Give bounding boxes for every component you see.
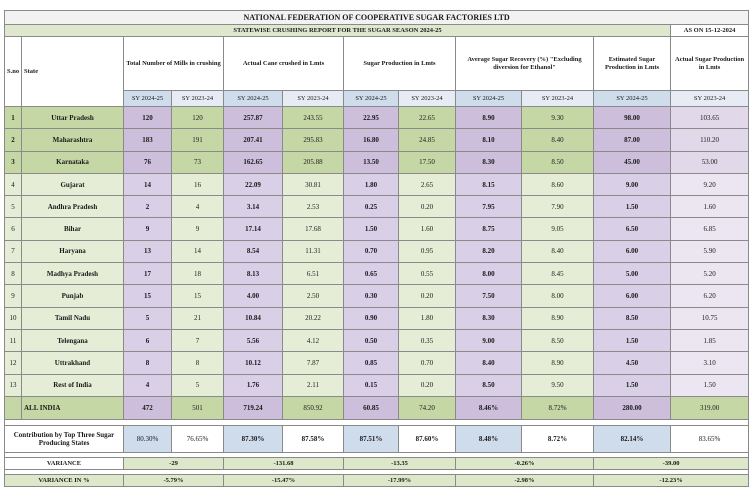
cell-cane-2324: 17.68: [283, 218, 344, 240]
subheader-actual-2324: SY 2023-24: [671, 91, 749, 107]
cell-actual: 6.20: [671, 285, 749, 307]
subheader-sugar-2425: SY 2024-25: [344, 91, 399, 107]
cell-cane-2324: 11.31: [283, 240, 344, 262]
total-sno: [5, 396, 22, 419]
cell-state: Uttrakhand: [22, 352, 124, 374]
cell-cane-2324: 243.55: [283, 107, 344, 129]
cell-actual: 103.65: [671, 107, 749, 129]
header-estimated: Estimated Sugar Production in Lmts: [594, 37, 671, 91]
contribution-row: [5, 425, 749, 452]
table-row: [5, 196, 749, 218]
cell-state: Tamil Nadu: [22, 307, 124, 329]
cell-mills-2425: 4: [124, 374, 172, 396]
cell-mills-2324: 120: [172, 107, 224, 129]
total-sugar-2425: 60.85: [344, 396, 399, 419]
cell-state: Andhra Pradesh: [22, 196, 124, 218]
cell-mills-2425: 14: [124, 173, 172, 195]
cell-estimated: 6.00: [594, 285, 671, 307]
subheader-cane-2324: SY 2023-24: [283, 91, 344, 107]
cell-cane-2425: 10.12: [224, 352, 283, 374]
table-row: [5, 263, 749, 285]
cell-actual: 1.50: [671, 374, 749, 396]
table-row: [5, 374, 749, 396]
cell-recovery-2324: 7.90: [522, 196, 594, 218]
cell-recovery-2425: 8.40: [456, 352, 522, 374]
cell-mills-2324: 18: [172, 263, 224, 285]
total-cane-2324: 850.92: [283, 396, 344, 419]
cell-sugar-2324: 0.35: [399, 329, 456, 351]
cell-recovery-2324: 8.50: [522, 329, 594, 351]
subheader-mills-2324: SY 2023-24: [172, 91, 224, 107]
cell-sno: 11: [5, 329, 22, 351]
variance-percent-recovery: -2.98%: [456, 474, 594, 486]
header-mills: Total Number of Mills in crushing: [124, 37, 224, 91]
as-on-date: AS ON 15-12-2024: [671, 25, 749, 37]
cell-sugar-2425: 0.90: [344, 307, 399, 329]
cell-recovery-2425: 8.50: [456, 374, 522, 396]
cell-sugar-2425: 1.80: [344, 173, 399, 195]
cell-sugar-2425: 0.85: [344, 352, 399, 374]
cell-recovery-2425: 8.15: [456, 173, 522, 195]
subheader-cane-2425: SY 2024-25: [224, 91, 283, 107]
subheader-est-2425: SY 2024-25: [594, 91, 671, 107]
subheader-mills-2425: SY 2024-25: [124, 91, 172, 107]
cell-recovery-2324: 9.50: [522, 374, 594, 396]
cell-cane-2425: 8.13: [224, 263, 283, 285]
cell-actual: 6.85: [671, 218, 749, 240]
cell-mills-2425: 5: [124, 307, 172, 329]
variance-percent-mills: -5.79%: [124, 474, 224, 486]
cell-mills-2425: 17: [124, 263, 172, 285]
cell-sno: 5: [5, 196, 22, 218]
cell-estimated: 98.00: [594, 107, 671, 129]
table-row: [5, 307, 749, 329]
variance-mills: -29: [124, 457, 224, 469]
cell-mills-2324: 73: [172, 151, 224, 173]
cell-sugar-2425: 16.80: [344, 129, 399, 151]
total-mills-2425: 472: [124, 396, 172, 419]
cell-recovery-2425: 7.50: [456, 285, 522, 307]
cell-sugar-2425: 22.95: [344, 107, 399, 129]
cell-estimated: 45.00: [594, 151, 671, 173]
cell-mills-2425: 76: [124, 151, 172, 173]
cell-recovery-2425: 8.30: [456, 151, 522, 173]
total-row: [5, 396, 749, 419]
cell-sno: 3: [5, 151, 22, 173]
cell-estimated: 8.50: [594, 307, 671, 329]
cell-state: Karnataka: [22, 151, 124, 173]
variance-percent-cane: -15.47%: [224, 474, 344, 486]
cell-state: Rest of India: [22, 374, 124, 396]
cell-state: Madhya Pradesh: [22, 263, 124, 285]
cell-cane-2324: 205.88: [283, 151, 344, 173]
cell-cane-2425: 1.76: [224, 374, 283, 396]
table-row: [5, 173, 749, 195]
cell-estimated: 6.00: [594, 240, 671, 262]
cell-actual: 3.10: [671, 352, 749, 374]
table-row: [5, 240, 749, 262]
cell-sugar-2425: 13.50: [344, 151, 399, 173]
cell-cane-2324: 20.22: [283, 307, 344, 329]
contribution-cane-2324: 87.58%: [283, 425, 344, 452]
cell-cane-2324: 2.53: [283, 196, 344, 218]
table-row: [5, 285, 749, 307]
variance-sugar: -13.35: [344, 457, 456, 469]
cell-cane-2425: 5.56: [224, 329, 283, 351]
total-sugar-2324: 74.20: [399, 396, 456, 419]
cell-recovery-2425: 8.20: [456, 240, 522, 262]
table-row: [5, 129, 749, 151]
cell-sugar-2324: 17.50: [399, 151, 456, 173]
cell-mills-2324: 8: [172, 352, 224, 374]
cell-sugar-2425: 0.15: [344, 374, 399, 396]
cell-recovery-2324: 8.40: [522, 240, 594, 262]
cell-state: Gujarat: [22, 173, 124, 195]
total-estimated: 280.00: [594, 396, 671, 419]
cell-cane-2324: 2.11: [283, 374, 344, 396]
cell-sno: 1: [5, 107, 22, 129]
column-headers: [5, 37, 749, 91]
cell-mills-2324: 14: [172, 240, 224, 262]
cell-sugar-2425: 1.50: [344, 218, 399, 240]
table-row: [5, 107, 749, 129]
cell-recovery-2324: 8.40: [522, 129, 594, 151]
cell-estimated: 5.00: [594, 263, 671, 285]
cell-sugar-2324: 0.55: [399, 263, 456, 285]
contribution-sugar-2324: 87.60%: [399, 425, 456, 452]
cell-cane-2425: 10.84: [224, 307, 283, 329]
report-title: NATIONAL FEDERATION OF COOPERATIVE SUGAR FACTORIES LTD: [5, 11, 749, 25]
crushing-report-table: [4, 10, 749, 487]
cell-actual: 9.20: [671, 173, 749, 195]
cell-recovery-2324: 8.45: [522, 263, 594, 285]
cell-cane-2324: 2.50: [283, 285, 344, 307]
cell-recovery-2324: 9.05: [522, 218, 594, 240]
cell-recovery-2324: 8.90: [522, 307, 594, 329]
cell-sugar-2324: 0.20: [399, 374, 456, 396]
cell-state: Bihar: [22, 218, 124, 240]
variance-percent-production: -12.23%: [594, 474, 749, 486]
contribution-mills-2324: 76.65%: [172, 425, 224, 452]
cell-estimated: 1.50: [594, 374, 671, 396]
variance-cane: -131.68: [224, 457, 344, 469]
total-label: ALL INDIA: [22, 396, 124, 419]
cell-sno: 6: [5, 218, 22, 240]
cell-sugar-2324: 1.60: [399, 218, 456, 240]
subheader-recovery-2425: SY 2024-25: [456, 91, 522, 107]
cell-recovery-2324: 8.90: [522, 352, 594, 374]
cell-cane-2425: 207.41: [224, 129, 283, 151]
cell-recovery-2425: 8.00: [456, 263, 522, 285]
cell-actual: 5.20: [671, 263, 749, 285]
cell-sugar-2324: 22.65: [399, 107, 456, 129]
cell-recovery-2425: 8.75: [456, 218, 522, 240]
cell-cane-2425: 3.14: [224, 196, 283, 218]
cell-cane-2425: 8.54: [224, 240, 283, 262]
cell-recovery-2425: 9.00: [456, 329, 522, 351]
total-cane-2425: 719.24: [224, 396, 283, 419]
variance-production: -39.00: [594, 457, 749, 469]
cell-sugar-2324: 0.95: [399, 240, 456, 262]
cell-state: Maharashtra: [22, 129, 124, 151]
cell-mills-2324: 15: [172, 285, 224, 307]
cell-actual: 53.00: [671, 151, 749, 173]
cell-sugar-2425: 0.70: [344, 240, 399, 262]
cell-sugar-2324: 0.20: [399, 285, 456, 307]
subheader-sugar-2324: SY 2023-24: [399, 91, 456, 107]
total-recovery-2324: 8.72%: [522, 396, 594, 419]
cell-recovery-2324: 8.00: [522, 285, 594, 307]
variance-recovery: -0.26%: [456, 457, 594, 469]
cell-cane-2425: 162.65: [224, 151, 283, 173]
cell-recovery-2425: 7.95: [456, 196, 522, 218]
cell-sugar-2425: 0.65: [344, 263, 399, 285]
cell-mills-2324: 4: [172, 196, 224, 218]
cell-sno: 2: [5, 129, 22, 151]
cell-sno: 8: [5, 263, 22, 285]
cell-recovery-2425: 8.90: [456, 107, 522, 129]
cell-sugar-2324: 24.85: [399, 129, 456, 151]
cell-cane-2324: 295.83: [283, 129, 344, 151]
table-row: [5, 218, 749, 240]
cell-cane-2324: 4.12: [283, 329, 344, 351]
table-row: [5, 329, 749, 351]
cell-recovery-2324: 8.50: [522, 151, 594, 173]
cell-cane-2425: 257.87: [224, 107, 283, 129]
cell-recovery-2324: 8.60: [522, 173, 594, 195]
contribution-recovery-2324: 8.72%: [522, 425, 594, 452]
contribution-label: Contribution by Top Three Sugar Producing States: [5, 425, 124, 452]
cell-sugar-2425: 0.25: [344, 196, 399, 218]
cell-state: Haryana: [22, 240, 124, 262]
cell-state: Uttar Pradesh: [22, 107, 124, 129]
total-actual: 319.00: [671, 396, 749, 419]
cell-estimated: 9.00: [594, 173, 671, 195]
cell-actual: 10.75: [671, 307, 749, 329]
cell-cane-2324: 7.87: [283, 352, 344, 374]
variance-row: [5, 457, 749, 469]
cell-sugar-2425: 0.30: [344, 285, 399, 307]
cell-recovery-2324: 9.30: [522, 107, 594, 129]
cell-sno: 4: [5, 173, 22, 195]
cell-estimated: 6.50: [594, 218, 671, 240]
cell-sno: 12: [5, 352, 22, 374]
header-actual: Actual Sugar Production in Lmts: [671, 37, 749, 91]
cell-sugar-2324: 2.65: [399, 173, 456, 195]
contribution-estimated: 82.14%: [594, 425, 671, 452]
cell-sno: 10: [5, 307, 22, 329]
cell-state: Punjab: [22, 285, 124, 307]
header-state: State: [22, 37, 124, 107]
report-subtitle: STATEWISE CRUSHING REPORT FOR THE SUGAR SEASON 2024-25: [5, 25, 671, 37]
contribution-recovery-2425: 8.48%: [456, 425, 522, 452]
header-sugar: Sugar Production in Lmts: [344, 37, 456, 91]
cell-estimated: 87.00: [594, 129, 671, 151]
cell-mills-2425: 13: [124, 240, 172, 262]
total-mills-2324: 501: [172, 396, 224, 419]
header-cane: Actual Cane crushed in Lmts: [224, 37, 344, 91]
contribution-mills-2425: 80.30%: [124, 425, 172, 452]
table-row: [5, 352, 749, 374]
cell-sugar-2425: 0.50: [344, 329, 399, 351]
cell-mills-2425: 183: [124, 129, 172, 151]
cell-sugar-2324: 0.20: [399, 196, 456, 218]
cell-mills-2324: 5: [172, 374, 224, 396]
cell-cane-2324: 6.51: [283, 263, 344, 285]
cell-recovery-2425: 8.30: [456, 307, 522, 329]
contribution-actual: 83.65%: [671, 425, 749, 452]
state-rows: [5, 107, 749, 397]
cell-mills-2425: 15: [124, 285, 172, 307]
cell-actual: 110.20: [671, 129, 749, 151]
cell-mills-2425: 9: [124, 218, 172, 240]
cell-mills-2324: 7: [172, 329, 224, 351]
cell-mills-2425: 8: [124, 352, 172, 374]
cell-recovery-2425: 8.10: [456, 129, 522, 151]
cell-mills-2425: 6: [124, 329, 172, 351]
cell-actual: 1.60: [671, 196, 749, 218]
variance-label: VARIANCE: [5, 457, 124, 469]
variance-percent-label: VARIANCE IN %: [5, 474, 124, 486]
variance-percent-sugar: -17.99%: [344, 474, 456, 486]
cell-mills-2425: 2: [124, 196, 172, 218]
subheader-recovery-2324: SY 2023-24: [522, 91, 594, 107]
cell-cane-2425: 22.09: [224, 173, 283, 195]
cell-estimated: 1.50: [594, 196, 671, 218]
variance-percent-row: [5, 474, 749, 486]
cell-estimated: 1.50: [594, 329, 671, 351]
cell-mills-2324: 16: [172, 173, 224, 195]
cell-sno: 9: [5, 285, 22, 307]
cell-state: Telengana: [22, 329, 124, 351]
cell-mills-2324: 9: [172, 218, 224, 240]
table-row: [5, 151, 749, 173]
cell-cane-2425: 17.14: [224, 218, 283, 240]
contribution-sugar-2425: 87.51%: [344, 425, 399, 452]
cell-actual: 5.90: [671, 240, 749, 262]
cell-sugar-2324: 0.70: [399, 352, 456, 374]
header-sno: S.no: [5, 37, 22, 107]
cell-sno: 13: [5, 374, 22, 396]
cell-sno: 7: [5, 240, 22, 262]
cell-estimated: 4.50: [594, 352, 671, 374]
cell-cane-2324: 30.81: [283, 173, 344, 195]
contribution-cane-2425: 87.30%: [224, 425, 283, 452]
cell-mills-2324: 21: [172, 307, 224, 329]
header-recovery: Average Sugar Recovery (%) "Excluding diversion for Ethanol": [456, 37, 594, 91]
cell-cane-2425: 4.00: [224, 285, 283, 307]
cell-mills-2324: 191: [172, 129, 224, 151]
cell-mills-2425: 120: [124, 107, 172, 129]
cell-actual: 1.85: [671, 329, 749, 351]
total-recovery-2425: 8.46%: [456, 396, 522, 419]
cell-sugar-2324: 1.80: [399, 307, 456, 329]
